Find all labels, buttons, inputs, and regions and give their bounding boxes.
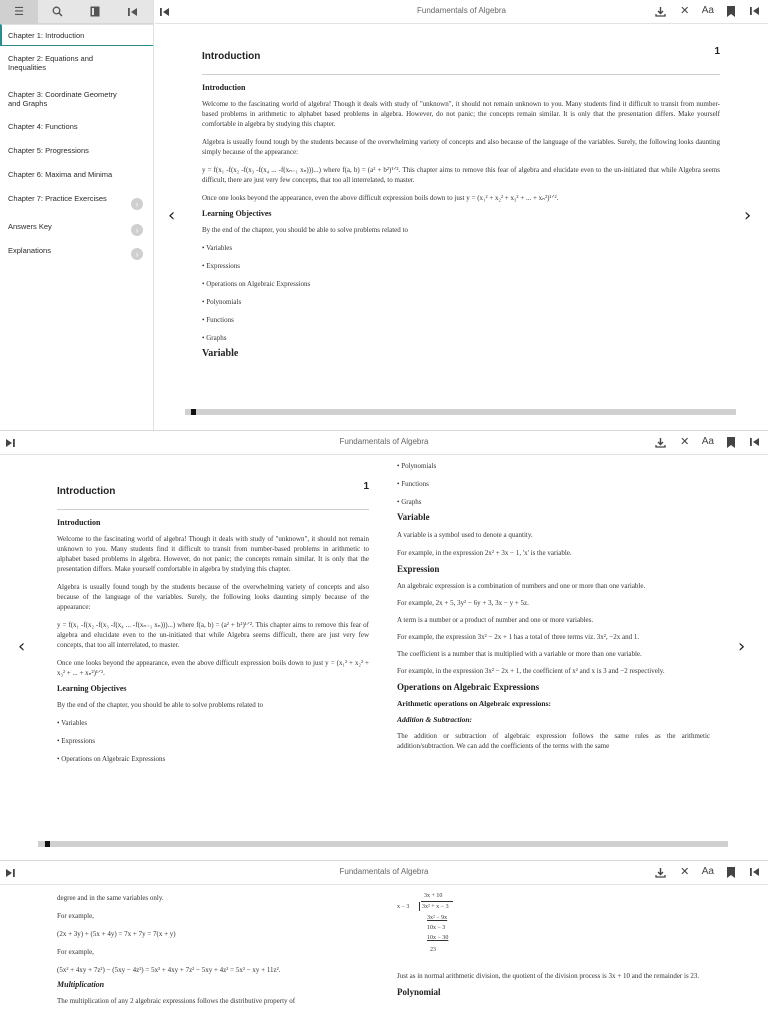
section-heading: Expression <box>397 564 440 574</box>
fullscreen-icon[interactable]: ✕ <box>680 865 690 878</box>
bullet-item: • Functions <box>397 480 429 488</box>
bullet-item: • Polynomials <box>397 462 437 470</box>
page-progress-bar[interactable] <box>185 409 736 415</box>
division-divisor: x − 3 <box>397 904 410 910</box>
paragraph: A variable is a symbol used to denote a quantity. <box>397 531 533 539</box>
paragraph: By the end of the chapter, you should be able to solve problems related to <box>57 701 263 709</box>
section-heading: Learning Objectives <box>57 684 127 693</box>
chapter-rule <box>57 509 369 510</box>
fullscreen-icon[interactable]: ✕ <box>680 4 690 17</box>
toc-item-chapter-7[interactable] <box>0 194 153 214</box>
collapse-sidebar-icon[interactable] <box>114 0 152 24</box>
notes-icon[interactable] <box>76 0 114 24</box>
toc-item-chapter-1[interactable] <box>0 24 153 46</box>
toc-item-label: Chapter 2: Equations and Inequalities <box>8 54 94 72</box>
toc-item-chapter-4[interactable] <box>0 122 153 138</box>
toolbar-actions <box>654 435 762 449</box>
prev-page-arrow[interactable]: ‹ <box>168 205 176 226</box>
section-heading: Operations on Algebraic Expressions <box>397 682 540 692</box>
search-icon[interactable] <box>38 0 76 24</box>
toc-item-label: Chapter 5: Progressions <box>8 146 89 155</box>
division-dividend: 3x² + x − 3 <box>422 904 449 910</box>
reader-toolbar <box>0 431 768 455</box>
paragraph: Once one looks beyond the appearance, even the above difficult expression boils down to just y = (x₁² + x₂² + x₃² + ... + xₙ²)¹ᐟ². <box>202 194 559 202</box>
page-content <box>202 46 720 359</box>
skip-back-icon[interactable] <box>748 865 762 879</box>
toc-item-label: Chapter 6: Maxima and Minima <box>8 170 113 179</box>
toc-item-explanations[interactable] <box>0 246 153 262</box>
next-page-arrow[interactable]: › <box>738 636 746 657</box>
division-bar <box>421 901 453 902</box>
paragraph: y = f(x₁ -f(x₂ -f(x₃ -f(x₄ ... -f(xₙ₋₁ xₙ)))...) where f(a, b) = (a² + b²)¹ᐟ². This chapter aims to remove this fear of algebra and elucidate even to the un-initiated that while Algebra seems difficult, there are just very few concepts, that too all interrelated, to master. <box>57 621 369 649</box>
section-heading: Variable <box>202 348 239 359</box>
long-division <box>397 893 477 965</box>
toolbar-actions <box>654 865 762 879</box>
paragraph: Once one looks beyond the appearance, even the above difficult expression boils down to just y = (x₁² + x₂² + x₃² + ... + xₙ²)¹ᐟ². <box>57 659 369 677</box>
section-heading: Polynomial <box>397 987 441 997</box>
paragraph: The coefficient is a number that is multiplied with a variable or more than one variable. <box>397 650 642 658</box>
toc-item-label: Chapter 1: Introduction <box>8 31 85 40</box>
section-heading: Variable <box>397 512 430 522</box>
paragraph: Just as in normal arithmetic division, the quotient of the division process is 3x + 10 and the remainder is 23. <box>397 972 700 980</box>
toc-item-chapter-6[interactable] <box>0 170 153 186</box>
page-progress-bar[interactable] <box>38 841 728 847</box>
reader-panel-1 <box>0 0 768 430</box>
bullet-item: • Graphs <box>397 498 422 506</box>
paragraph: An algebraic expression is a combination of numbers and one or more than one variable. <box>397 582 646 590</box>
bullet-item: • Operations on Algebraic Expressions <box>57 755 166 763</box>
toc-item-answers-key[interactable] <box>0 222 153 238</box>
section-heading: Learning Objectives <box>202 209 272 218</box>
division-step: 10x − 30 <box>427 935 449 941</box>
next-page-arrow[interactable]: › <box>744 205 752 226</box>
equation: (2x + 3y) + (5x + 4y) = 7x + 7y = 7(x + y) <box>57 930 176 938</box>
chapter-number: 1 <box>363 481 369 492</box>
paragraph: The addition or subtraction of algebraic expression follows the same rules as the arithmetic addition/subtraction. We can add the coefficients of the terms with the same <box>397 732 710 750</box>
division-bracket <box>419 902 420 911</box>
book-title: Fundamentals of Algebra <box>339 437 429 446</box>
progress-knob[interactable] <box>45 841 50 847</box>
paragraph: For example, in the expression 3x² − 2x + 1, the coefficient of x² and x is 3 and −2 respectively. <box>397 667 665 675</box>
bookmark-icon[interactable] <box>724 4 738 18</box>
section-heading: Introduction <box>202 83 246 92</box>
prev-page-arrow[interactable]: ‹ <box>18 636 26 657</box>
chapter-number: 1 <box>714 46 720 57</box>
font-size-button[interactable]: Aa <box>701 436 714 447</box>
chapter-title: Introduction <box>57 486 116 497</box>
toc-item-label: Chapter 3: Coordinate Geometry and Graphs <box>8 90 117 108</box>
fullscreen-icon[interactable]: ✕ <box>680 435 690 448</box>
paragraph: For example, 2x + 5, 3y² − 6y + 3, 3x − y + 5z. <box>397 599 529 607</box>
bullet-item: • Graphs <box>202 334 227 342</box>
toc-sidebar <box>0 0 154 430</box>
download-icon[interactable] <box>654 435 668 449</box>
bullet-item: • Operations on Algebraic Expressions <box>202 280 311 288</box>
paragraph: For example, in the expression 2x² + 3x − 1, 'x' is the variable. <box>397 549 572 557</box>
paragraph: Welcome to the fascinating world of algebra! Though it deals with study of "unknown", it should not remain unknown to you. Many students find it difficult to transit from number-based problems in arithmetic to alphabet based problems in algebra. However, do not panic; the concepts remain similar. It is only that the presentation differs. Make yourself comfortable in algebra by studying this chapter. <box>202 100 720 128</box>
paragraph: degree and in the same variables only. <box>57 894 164 902</box>
paragraph: Algebra is usually found tough by the students because of the overwhelming variety of concepts and also because of the language of the variables. Surely, the following looks daunting simply because of the appearance: <box>57 583 369 611</box>
page-right-column <box>397 971 710 997</box>
paragraph: The multiplication of any 2 algebraic expressions follows the distributive property of <box>57 997 296 1005</box>
bullet-item: • Variables <box>57 719 88 727</box>
bullet-item: • Variables <box>202 244 233 252</box>
book-title: Fundamentals of Algebra <box>417 6 506 15</box>
page-left-column <box>57 481 369 763</box>
expand-arrow-icon[interactable]: › <box>131 224 143 236</box>
section-subheading: Addition & Subtraction: <box>397 715 473 724</box>
paragraph: By the end of the chapter, you should be able to solve problems related to <box>202 226 408 234</box>
section-subheading: Multiplication <box>57 980 105 989</box>
division-step: 10x − 3 <box>427 925 446 931</box>
expand-arrow-icon[interactable]: › <box>131 248 143 260</box>
chapter-rule <box>202 74 720 75</box>
reader-toolbar <box>155 0 768 24</box>
toc-item-label: Chapter 7: Practice Exercises <box>8 194 107 203</box>
toc-item-chapter-3[interactable] <box>0 90 153 114</box>
paragraph: A term is a number or a product of number and one or more variables. <box>397 616 594 624</box>
reader-panel-2 <box>0 430 768 860</box>
division-remainder: 23 <box>430 947 436 953</box>
paragraph: For example, <box>57 948 94 956</box>
section-heading: Introduction <box>57 518 101 527</box>
sidebar-toolbar <box>0 0 153 24</box>
expand-arrow-icon[interactable]: › <box>131 198 143 210</box>
equation: (5x² + 4xy + 7z²) − (5xy − 4z²) = 5x² + 4xy + 7z² − 5xy + 4z² = 5x² − xy + 11z². <box>57 966 281 974</box>
bullet-item: • Expressions <box>57 737 96 745</box>
chapter-title: Introduction <box>202 51 261 62</box>
toc-item-label: Chapter 4: Functions <box>8 122 78 131</box>
bookmark-icon[interactable] <box>724 865 738 879</box>
toc-item-chapter-5[interactable] <box>0 146 153 162</box>
skip-back-icon[interactable] <box>748 4 762 18</box>
font-size-button[interactable]: Aa <box>701 5 714 16</box>
division-quotient: 3x + 10 <box>424 893 443 899</box>
progress-knob[interactable] <box>191 409 196 415</box>
reader-panel-3 <box>0 860 768 1024</box>
paragraph: For example, <box>57 912 94 920</box>
paragraph: For example, the expression 3x² − 2x + 1 has a total of three terms viz. 3x², −2x and 1. <box>397 633 640 641</box>
toc-item-label: Answers Key <box>8 222 52 231</box>
book-title: Fundamentals of Algebra <box>339 867 429 876</box>
toolbar-actions <box>654 4 762 18</box>
skip-back-icon[interactable] <box>748 435 762 449</box>
toc-list-icon[interactable]: ☰ <box>0 0 38 24</box>
section-subheading: Arithmetic operations on Algebraic expressions: <box>397 699 552 708</box>
bookmark-icon[interactable] <box>724 435 738 449</box>
toc-item-label: Explanations <box>8 246 51 255</box>
paragraph: y = f(x₁ -f(x₂ -f(x₃ -f(x₄ ... -f(xₙ₋₁ xₙ)))...) where f(a, b) = (a² + b²)¹ᐟ². This chapter aims to remove this fear of algebra and elucidate even to the un-initiated that while Algebra seems difficult, there are just very few concepts, that too all interrelated, to master. <box>202 166 720 184</box>
bullet-item: • Functions <box>202 316 234 324</box>
download-icon[interactable] <box>654 4 668 18</box>
toc-item-chapter-2[interactable] <box>0 54 153 78</box>
division-step: 3x² − 9x <box>427 915 448 921</box>
download-icon[interactable] <box>654 865 668 879</box>
page-left-column <box>57 893 369 1006</box>
bullet-item: • Expressions <box>202 262 241 270</box>
font-size-button[interactable]: Aa <box>701 866 714 877</box>
paragraph: Welcome to the fascinating world of algebra! Though it deals with study of "unknown", it should not remain unknown to you. Many students find it difficult to transit from number-based problems in arithmetic to alphabet based problems in algebra. However, do not panic; the concepts remain similar. It is only that the presentation differs. Make yourself comfortable in algebra by studying this chapter. <box>57 535 369 573</box>
paragraph: Algebra is usually found tough by the students because of the overwhelming variety of concepts and also because of the language of the variables. Surely, the following looks daunting simply because of the appearance: <box>202 138 720 156</box>
bullet-item: • Polynomials <box>202 298 242 306</box>
page-right-column <box>397 462 710 751</box>
reader-toolbar <box>0 861 768 885</box>
